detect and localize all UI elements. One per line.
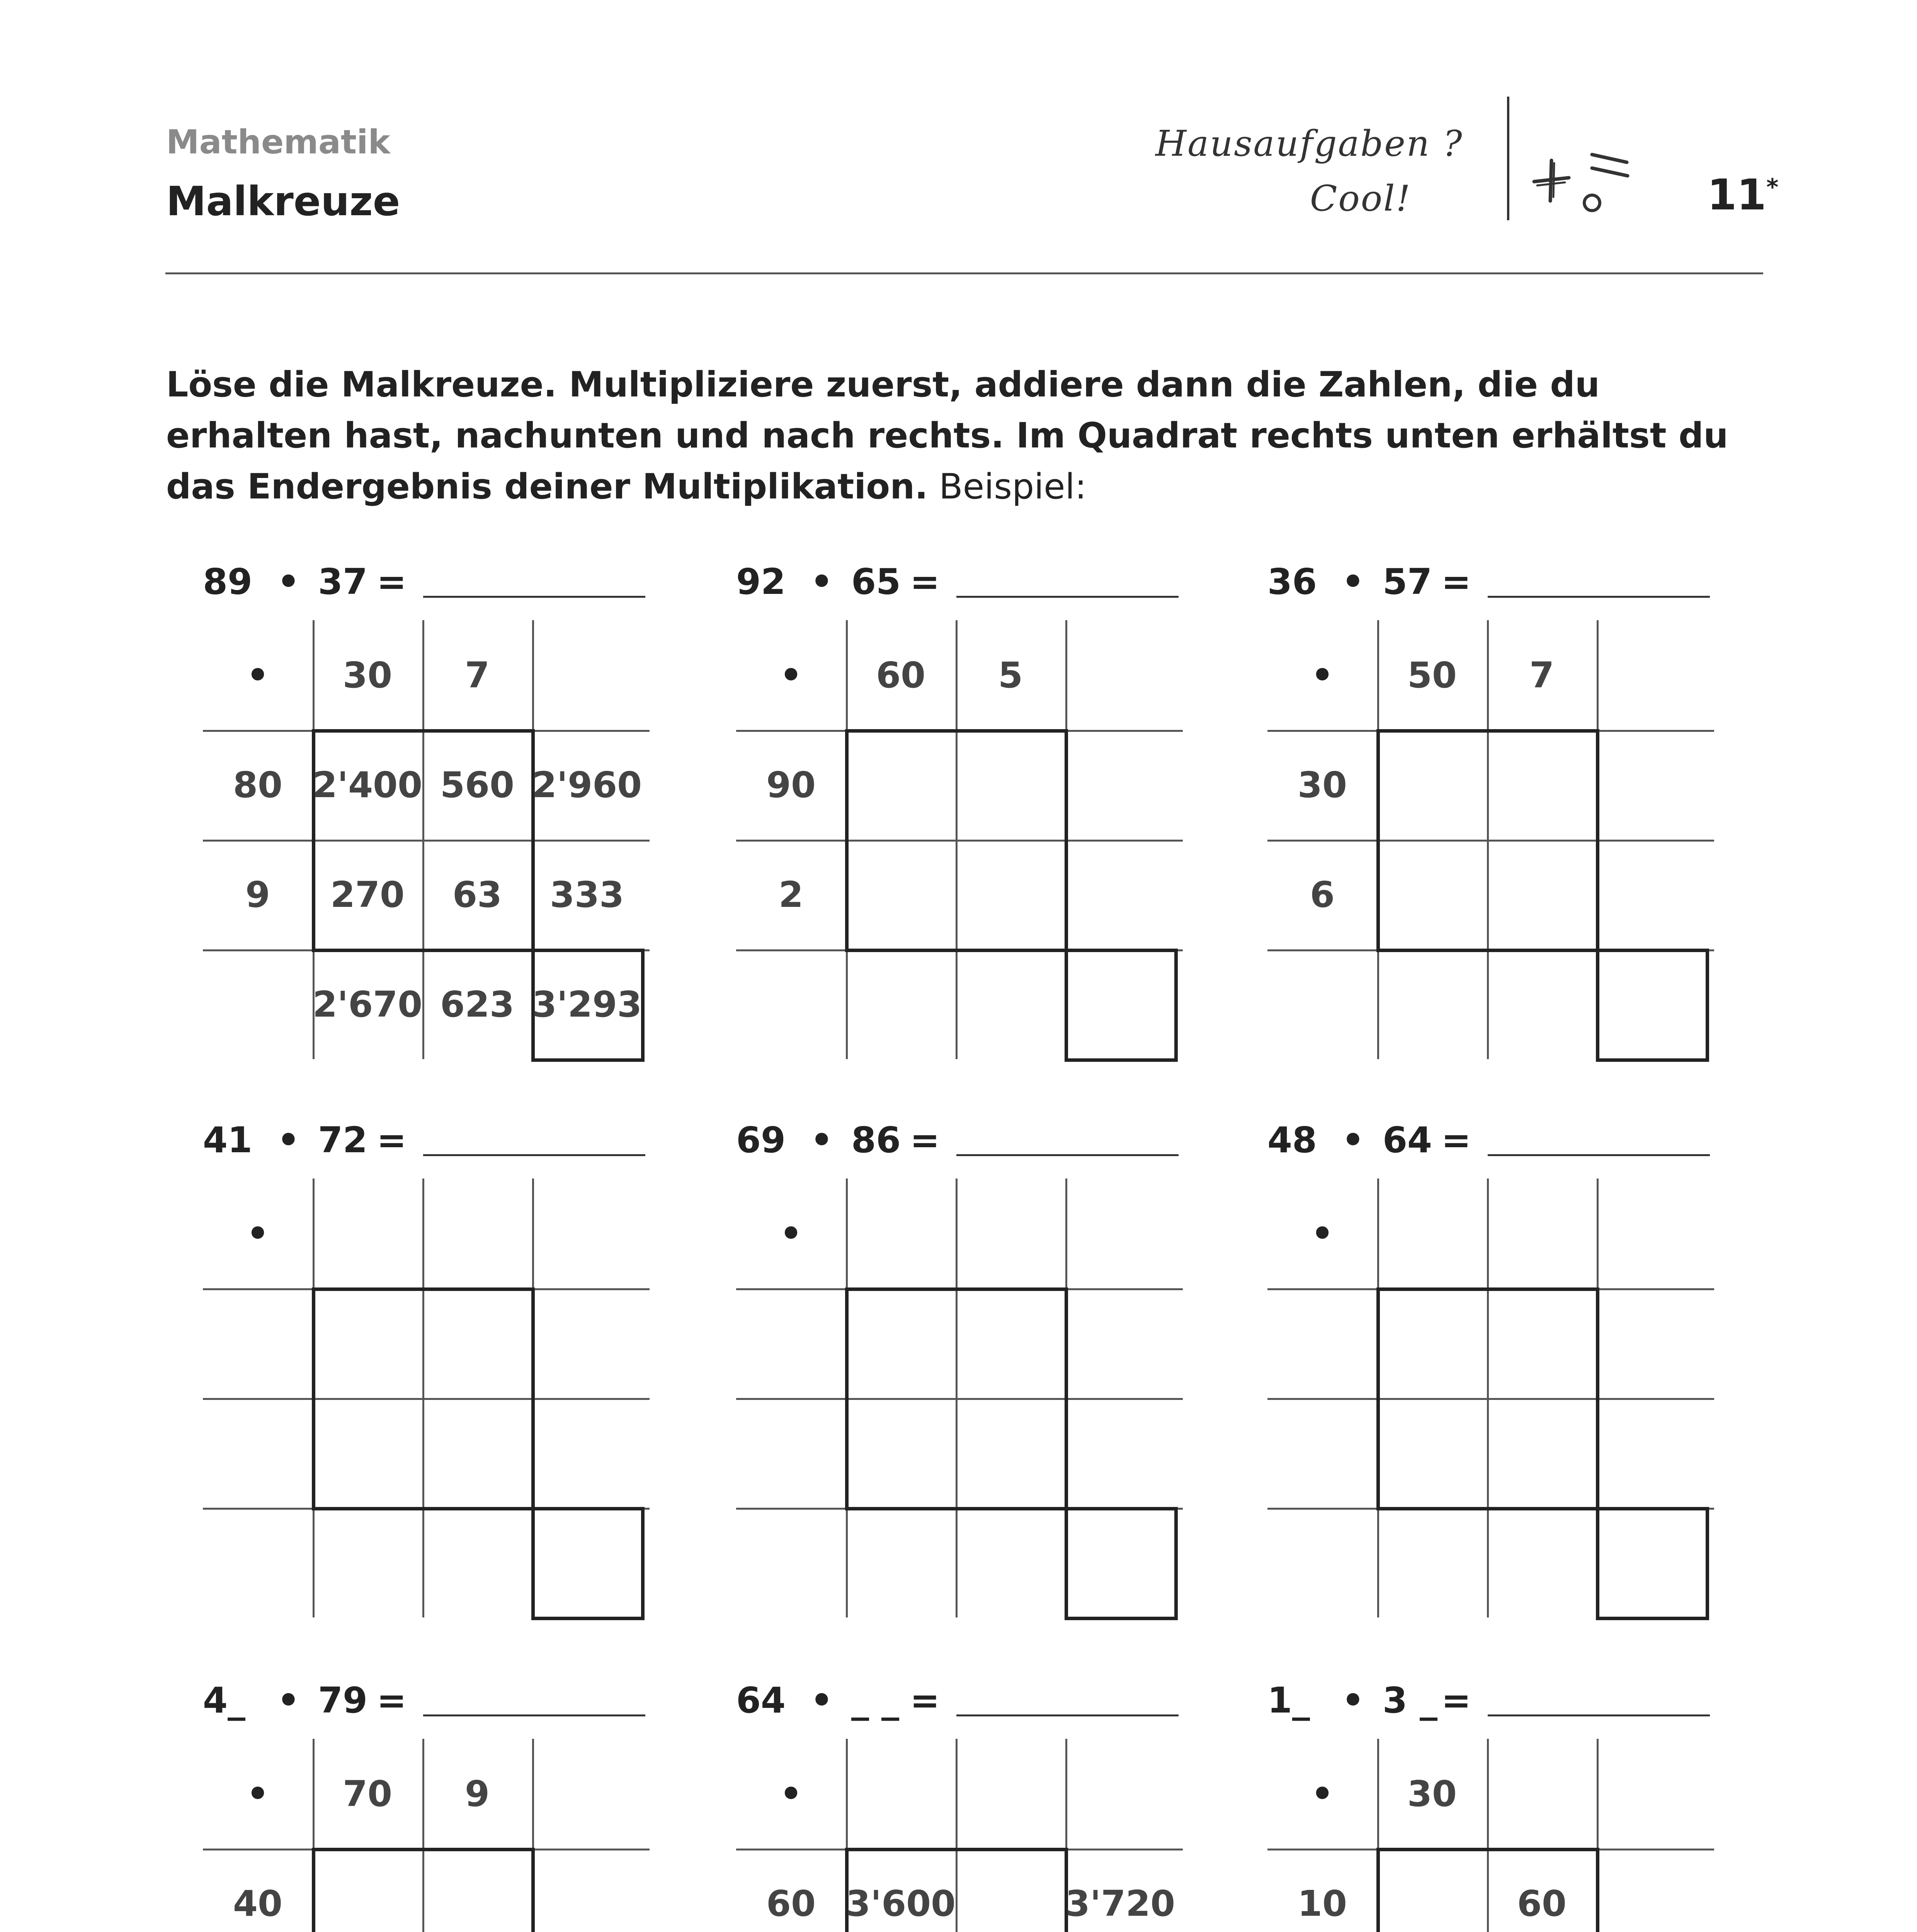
grid-cell[interactable] — [422, 1288, 532, 1398]
header-rule — [165, 272, 1763, 274]
answer-line[interactable] — [423, 596, 645, 598]
grid-cell[interactable] — [422, 1398, 532, 1508]
grid-cell[interactable] — [313, 1849, 422, 1932]
row-header — [1267, 1398, 1377, 1508]
grid-cell[interactable] — [956, 1508, 1065, 1617]
grid-cell[interactable] — [846, 840, 956, 949]
grid-cell[interactable] — [956, 1288, 1065, 1398]
row-header — [203, 1288, 313, 1398]
column-header: 30 — [1407, 1773, 1457, 1815]
exercise-number-value: 11 — [1707, 170, 1767, 219]
column-header — [956, 1739, 1065, 1849]
grid-cell[interactable] — [1487, 730, 1597, 840]
column-header — [1487, 1179, 1597, 1288]
grid-cell[interactable]: 63 — [452, 874, 502, 915]
grid-cell[interactable] — [956, 1849, 1065, 1932]
row-header — [203, 1398, 313, 1508]
column-header: 5 — [998, 654, 1023, 696]
row-header — [736, 1398, 846, 1508]
times-sign: • — [810, 1119, 833, 1161]
grid-cell[interactable] — [1065, 1508, 1175, 1617]
equation-row — [1267, 1111, 1714, 1169]
equals-sign: = — [910, 561, 940, 602]
factor-a: 41 — [203, 1119, 253, 1161]
grid-cell[interactable]: 623 — [440, 983, 515, 1025]
grid-cell[interactable] — [846, 1398, 956, 1508]
grid-cell[interactable] — [1487, 1508, 1597, 1617]
equals-sign: = — [1441, 561, 1471, 602]
column-header — [1377, 1179, 1487, 1288]
times-sign: • — [246, 654, 269, 696]
grid-cell[interactable]: 560 — [440, 764, 515, 806]
row-header — [736, 1288, 846, 1398]
equals-sign: = — [377, 1680, 407, 1721]
grid-cell[interactable] — [1377, 1288, 1487, 1398]
grid-cell[interactable] — [956, 1398, 1065, 1508]
grid-cell[interactable] — [1065, 840, 1175, 949]
times-sign: • — [779, 1773, 803, 1815]
row-header: 90 — [766, 764, 816, 806]
row-header: 2 — [778, 874, 803, 915]
equation-row — [1267, 1671, 1714, 1729]
times-sign: • — [810, 1680, 833, 1721]
instructions — [166, 359, 1766, 512]
equation-row — [1267, 553, 1714, 611]
grid-cell[interactable] — [1487, 1398, 1597, 1508]
grid-cell[interactable] — [532, 1288, 642, 1398]
row-header: 9 — [245, 874, 270, 915]
grid-cell[interactable] — [1597, 730, 1706, 840]
times-sign: • — [779, 1213, 803, 1254]
answer-line[interactable] — [423, 1154, 645, 1156]
grid-cell[interactable] — [1487, 1288, 1597, 1398]
factor-b: 79 — [318, 1680, 368, 1721]
grid-cell[interactable]: 2'670 — [312, 983, 423, 1025]
grid-cell[interactable] — [1377, 1508, 1487, 1617]
factor-b: 86 — [851, 1119, 901, 1161]
equals-sign: = — [377, 561, 407, 602]
equation-row — [203, 1111, 650, 1169]
column-header — [313, 1179, 422, 1288]
grid-cell[interactable] — [313, 1508, 422, 1617]
column-header: 50 — [1407, 654, 1457, 696]
column-header: 60 — [876, 654, 926, 696]
answer-line[interactable] — [956, 596, 1179, 598]
grid-cell[interactable] — [1065, 730, 1175, 840]
answer-line[interactable] — [956, 1714, 1179, 1716]
factor-a: 1_ — [1267, 1680, 1310, 1721]
grid-cell[interactable] — [1065, 1398, 1175, 1508]
equation-row — [736, 553, 1183, 611]
grid-cell[interactable] — [532, 1508, 642, 1617]
grid-cell[interactable] — [1377, 730, 1487, 840]
equals-sign: = — [1441, 1680, 1471, 1721]
grid-cell[interactable] — [956, 949, 1065, 1059]
times-sign: • — [1311, 1213, 1334, 1254]
grid-cell[interactable]: 2'960 — [532, 764, 642, 806]
factor-b: 65 — [851, 561, 901, 602]
instructions-bold: Löse die Malkreuze. Multipliziere zuerst, addiere dann die Zahlen, die du erhalten hast, nachunten und nach rechts. Im Quadrat rechts unten erhältst du das Endergebnis deiner Multiplikation. — [166, 364, 1728, 507]
factor-b: 72 — [318, 1119, 368, 1161]
grid-cell[interactable]: 3'293 — [532, 983, 642, 1025]
times-sign: • — [246, 1213, 269, 1254]
grid-cell[interactable] — [1487, 949, 1597, 1059]
grid-cell[interactable]: 270 — [330, 874, 405, 915]
grid-cell[interactable] — [1065, 1288, 1175, 1398]
grid-cell[interactable] — [846, 1288, 956, 1398]
grid-cell[interactable] — [532, 1849, 642, 1932]
factor-a: 92 — [736, 561, 786, 602]
row-header: 30 — [1297, 764, 1347, 806]
grid-cell[interactable] — [956, 730, 1065, 840]
grid-cell[interactable] — [1377, 840, 1487, 949]
times-sign: • — [277, 1680, 300, 1721]
equation-row — [736, 1111, 1183, 1169]
factor-b: 37 — [318, 561, 368, 602]
math-symbols-icon — [1526, 139, 1650, 220]
subject-label: Mathematik — [166, 123, 390, 162]
factor-b: 57 — [1383, 561, 1432, 602]
column-header — [1487, 1739, 1597, 1849]
grid-cell[interactable] — [1597, 1398, 1706, 1508]
factor-a: 89 — [203, 561, 253, 602]
times-sign: • — [1311, 1773, 1334, 1815]
grid-cell[interactable] — [422, 1508, 532, 1617]
grid-cell[interactable] — [846, 1508, 956, 1617]
column-header: 7 — [464, 654, 490, 696]
factor-a: 69 — [736, 1119, 786, 1161]
column-header: 9 — [464, 1773, 490, 1815]
malkreuz-grid — [203, 620, 650, 1059]
equals-sign: = — [910, 1119, 940, 1161]
column-header: 30 — [342, 654, 393, 696]
star-mark: * — [1766, 173, 1779, 201]
column-header — [956, 1179, 1065, 1288]
row-header: 10 — [1297, 1883, 1347, 1924]
row-header — [1267, 1288, 1377, 1398]
grid-cell[interactable] — [1597, 1288, 1706, 1398]
grid-cell[interactable] — [313, 1398, 422, 1508]
header-divider — [1507, 97, 1509, 220]
row-header: 6 — [1310, 874, 1335, 915]
malkreuz-grid — [1267, 1739, 1714, 1932]
answer-line[interactable] — [956, 1154, 1179, 1156]
equals-sign: = — [1441, 1119, 1471, 1161]
answer-line[interactable] — [1488, 596, 1710, 598]
equation-row — [203, 1671, 650, 1729]
factor-b: 64 — [1383, 1119, 1432, 1161]
column-header: 7 — [1529, 654, 1554, 696]
times-sign: • — [277, 561, 300, 602]
grid-cell[interactable] — [532, 1398, 642, 1508]
grid-cell[interactable] — [1597, 840, 1706, 949]
malkreuz-grid — [203, 1739, 650, 1932]
grid-cell[interactable] — [1597, 1849, 1706, 1932]
malkreuz-grid — [736, 1179, 1183, 1617]
equals-sign: = — [910, 1680, 940, 1721]
homework-slogan-line2: Cool! — [1310, 178, 1412, 219]
equation-row — [203, 553, 650, 611]
grid-cell[interactable] — [1065, 949, 1175, 1059]
homework-slogan-line1: Hausaufgaben ? — [1155, 123, 1463, 164]
grid-cell[interactable] — [1597, 1508, 1706, 1617]
grid-cell[interactable] — [846, 730, 956, 840]
malkreuz-grid — [1267, 1179, 1714, 1617]
grid-cell[interactable] — [422, 1849, 532, 1932]
exercise-number — [1707, 170, 1778, 219]
malkreuz-grid — [203, 1179, 650, 1617]
grid-cell[interactable] — [956, 840, 1065, 949]
grid-cell[interactable] — [1377, 949, 1487, 1059]
factor-b: _ _ — [851, 1680, 900, 1721]
times-sign: • — [1342, 561, 1364, 602]
grid-cell[interactable] — [1487, 840, 1597, 949]
grid-cell[interactable] — [1377, 1398, 1487, 1508]
factor-a: 36 — [1267, 561, 1317, 602]
grid-cell[interactable] — [313, 1288, 422, 1398]
malkreuz-grid — [736, 1739, 1183, 1932]
column-header — [846, 1179, 956, 1288]
times-sign: • — [810, 561, 833, 602]
column-header — [422, 1179, 532, 1288]
times-sign: • — [1342, 1680, 1364, 1721]
factor-b: 3 _ — [1383, 1680, 1438, 1721]
answer-line[interactable] — [1488, 1714, 1710, 1716]
factor-a: 64 — [736, 1680, 786, 1721]
times-sign: • — [779, 654, 803, 696]
grid-cell[interactable]: 3'600 — [845, 1883, 956, 1924]
times-sign: • — [1342, 1119, 1364, 1161]
grid-cell[interactable] — [846, 949, 956, 1059]
malkreuz-grid — [736, 620, 1183, 1059]
page-title: Malkreuze — [166, 178, 400, 225]
grid-cell[interactable] — [1377, 1849, 1487, 1932]
times-sign: • — [246, 1773, 269, 1815]
column-header — [846, 1739, 956, 1849]
factor-a: 4_ — [203, 1680, 246, 1721]
grid-cell[interactable]: 2'400 — [312, 764, 423, 806]
row-header: 80 — [233, 764, 283, 806]
row-header: 60 — [766, 1883, 816, 1924]
malkreuz-grid — [1267, 620, 1714, 1059]
factor-a: 48 — [1267, 1119, 1317, 1161]
times-sign: • — [277, 1119, 300, 1161]
answer-line[interactable] — [423, 1714, 645, 1716]
answer-line[interactable] — [1488, 1154, 1710, 1156]
grid-cell[interactable]: 3'720 — [1065, 1883, 1175, 1924]
instructions-example: Beispiel: — [928, 466, 1087, 507]
equation-row — [736, 1671, 1183, 1729]
column-header: 70 — [342, 1773, 393, 1815]
equals-sign: = — [377, 1119, 407, 1161]
times-sign: • — [1311, 654, 1334, 696]
row-header: 40 — [233, 1883, 283, 1924]
grid-cell[interactable]: 60 — [1517, 1883, 1567, 1924]
grid-cell[interactable] — [1597, 949, 1706, 1059]
grid-cell[interactable]: 333 — [549, 874, 624, 915]
